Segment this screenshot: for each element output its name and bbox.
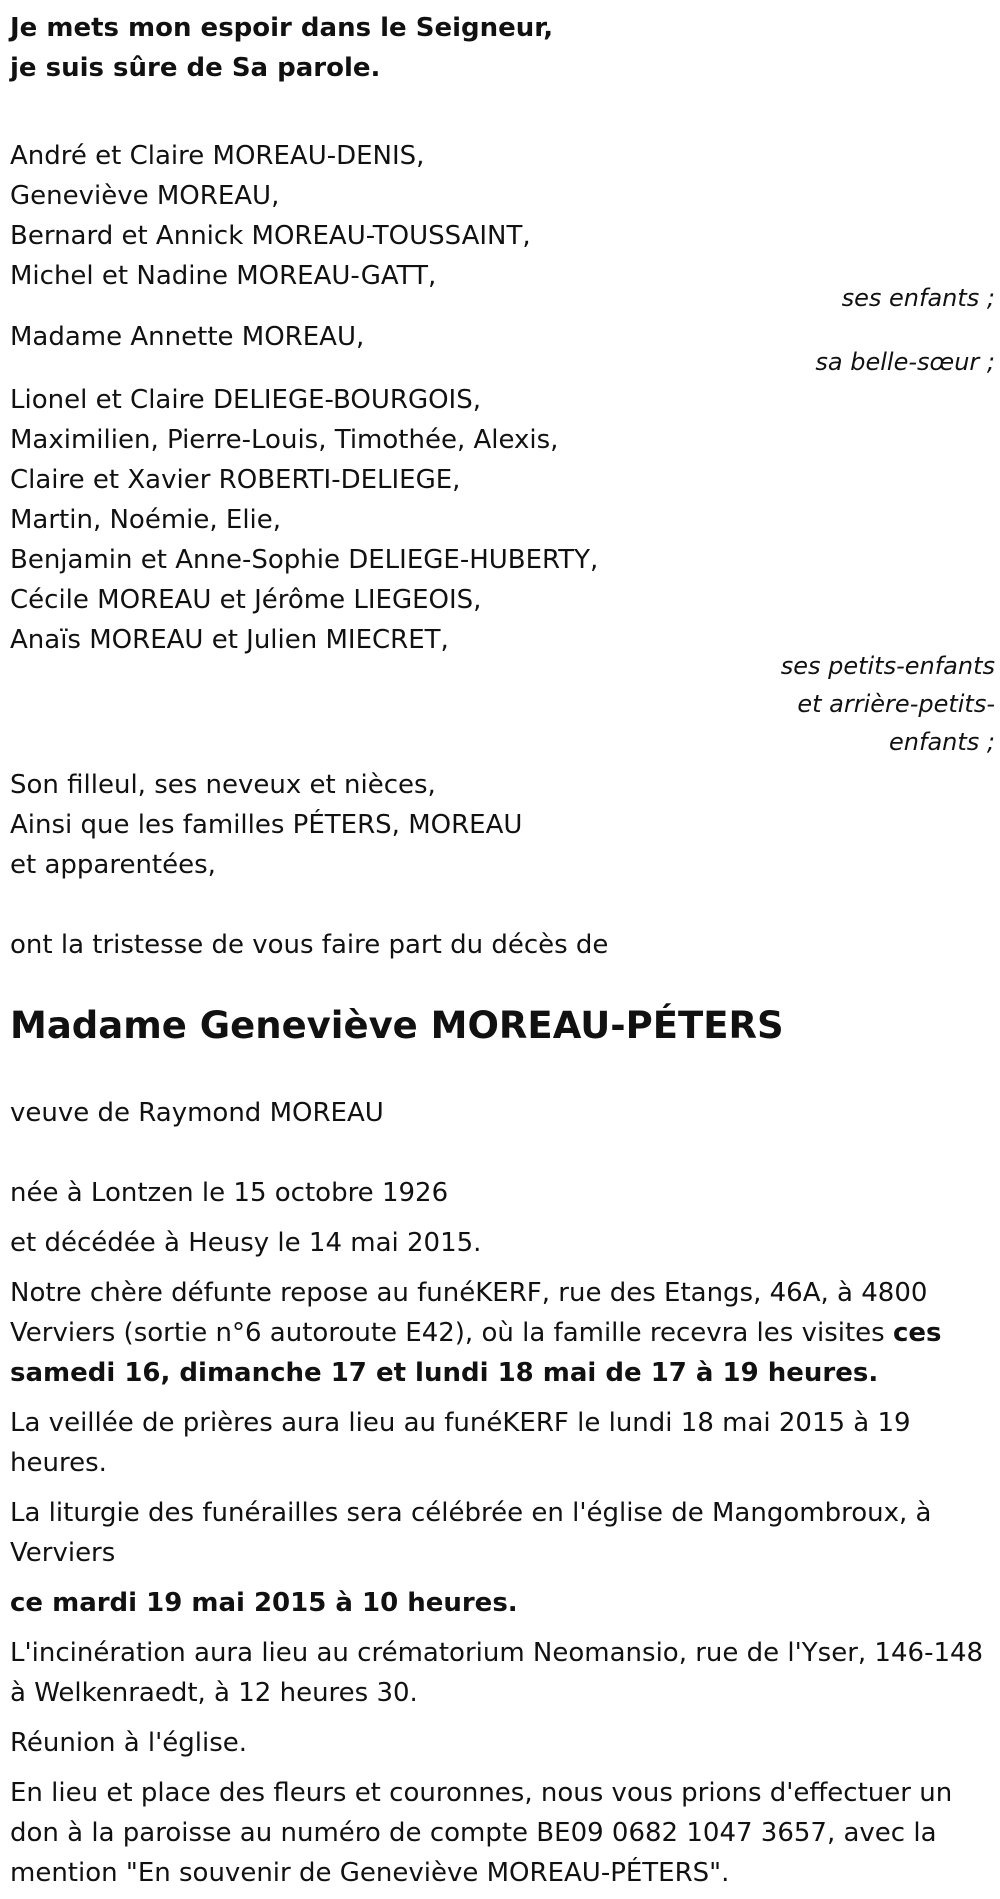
grandchild-name: Cécile MOREAU et Jérôme LIEGEOIS, [10, 585, 482, 615]
grandchild-name: Lionel et Claire DELIEGE-BOURGOIS, [10, 385, 481, 415]
vigil-paragraph: La veillée de prières aura lieu au funéKERF le lundi 18 mai 2015 à 19 heures. [10, 1408, 911, 1478]
grandchild-name: Maximilien, Pierre-Louis, Timothée, Alexis, [10, 425, 559, 455]
others-line: Ainsi que les familles PÉTERS, MOREAU [10, 810, 523, 840]
grandchild-name: Martin, Noémie, Elie, [10, 505, 282, 535]
grandchildren-relation-line: et arrière-petits- [797, 690, 995, 718]
epigraph [10, 8, 553, 88]
sister-in-law-name: Madame Annette MOREAU, [10, 322, 365, 352]
visits-paragraph [10, 1273, 995, 1393]
child-name: André et Claire MOREAU-DENIS, [10, 141, 425, 171]
children-block [10, 136, 995, 296]
widow-of: veuve de Raymond MOREAU [10, 1098, 384, 1128]
death-info: et décédée à Heusy le 14 mai 2015. [10, 1228, 482, 1258]
liturgy-paragraph: La liturgie des funérailles sera célébrée en l'église de Mangombroux, à Verviers [10, 1498, 932, 1568]
grandchild-name: Benjamin et Anne-Sophie DELIEGE-HUBERTY, [10, 545, 599, 575]
grandchildren-relation [781, 647, 995, 761]
others-block [10, 765, 522, 885]
epigraph-line-1: Je mets mon espoir dans le Seigneur, [10, 13, 554, 43]
meeting-info: Réunion à l'église. [10, 1728, 248, 1758]
others-line: et apparentées, [10, 850, 216, 880]
donation-paragraph: En lieu et place des fleurs et couronnes, nous vous prions d'effectuer un don à la paroisse au numéro de compte BE09 0682 1047 3657, avec la mention "En souvenir de Geneviève MOREAU-PÉTERS". [10, 1778, 953, 1888]
epigraph-line-2: je suis sûre de Sa parole. [10, 53, 381, 83]
child-name: Bernard et Annick MOREAU-TOUSSAINT, [10, 221, 531, 251]
grandchildren-relation-line: enfants ; [889, 728, 995, 756]
grandchild-name: Claire et Xavier ROBERTI-DELIEGE, [10, 465, 461, 495]
others-line: Son filleul, ses neveux et nièces, [10, 770, 436, 800]
deceased-name: Madame Geneviève MOREAU-PÉTERS [10, 1004, 784, 1047]
announcement: ont la tristesse de vous faire part du décès de [10, 930, 609, 960]
sister-in-law-relation: sa belle-sœur ; [815, 348, 995, 376]
grandchild-name: Anaïs MOREAU et Julien MIECRET, [10, 625, 449, 655]
child-name: Michel et Nadine MOREAU-GATT, [10, 261, 437, 291]
grandchildren-relation-line: ses petits-enfants [780, 652, 995, 680]
visits-text: Notre chère défunte repose au funéKERF, rue des Etangs, 46A, à 4800 Verviers (sortie n°6 autoroute E42), où la famille recevra les visites [10, 1278, 928, 1348]
liturgy-time: ce mardi 19 mai 2015 à 10 heures. [10, 1588, 518, 1618]
visits-schedule: ces samedi 16, dimanche 17 et lundi 18 mai de 17 à 19 heures. [10, 1318, 942, 1388]
incineration-paragraph: L'incinération aura lieu au crématorium Neomansio, rue de l'Yser, 146-148 à Welkenraedt, à 12 heures 30. [10, 1638, 984, 1708]
grandchildren-block [10, 380, 995, 660]
children-relation: ses enfants ; [841, 284, 995, 312]
child-name: Geneviève MOREAU, [10, 181, 280, 211]
birth-info: née à Lontzen le 15 octobre 1926 [10, 1178, 449, 1208]
